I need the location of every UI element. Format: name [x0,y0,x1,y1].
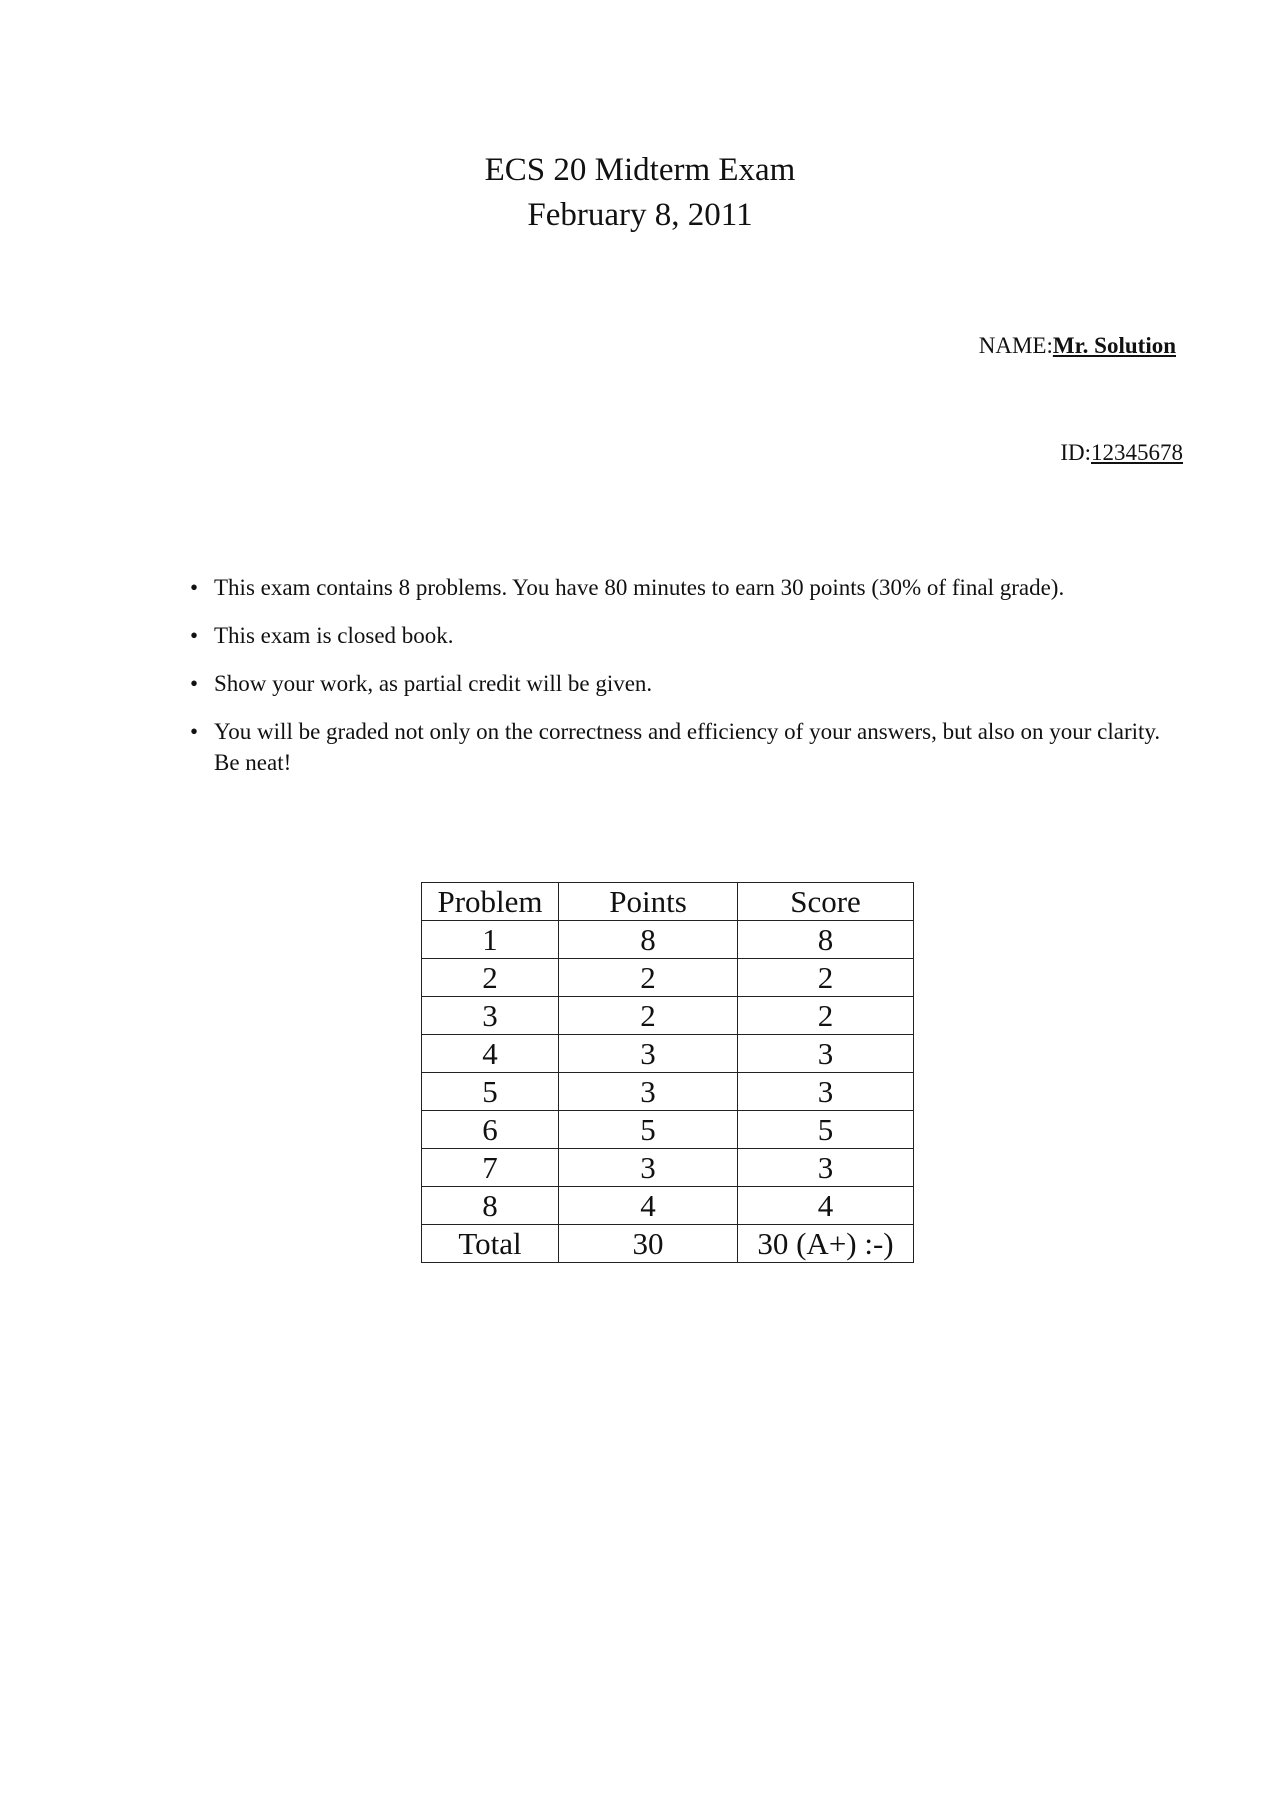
bullet-icon: • [190,623,199,648]
table-row [422,1187,914,1225]
table-row [422,1073,914,1111]
id-value: 12345678 [1091,440,1183,465]
problem-cell: 1 [422,921,559,959]
score-cell: 3 [738,1035,914,1073]
table-row [422,1035,914,1073]
score-table [421,882,914,1263]
student-id-line [1060,440,1183,466]
points-cell: 2 [559,959,738,997]
problem-cell: 5 [422,1073,559,1111]
table-row [422,997,914,1035]
problem-cell: 4 [422,1035,559,1073]
score-cell: 8 [738,921,914,959]
total-points-cell: 30 [559,1225,738,1263]
exam-header [0,148,1280,238]
exam-date: February 8, 2011 [527,197,753,233]
instruction-text: Show your work, as partial credit will be given. [214,671,653,696]
table-header-row [422,883,914,921]
bullet-icon: • [190,671,199,696]
total-label-cell: Total [422,1225,559,1263]
problem-cell: 3 [422,997,559,1035]
name-value: Mr. Solution [1052,333,1176,358]
points-cell: 3 [559,1035,738,1073]
points-cell: 3 [559,1073,738,1111]
instruction-text: You will be graded not only on the correctness and efficiency of your answers, but also on your clarity. Be neat! [214,719,1161,775]
id-label: ID: [1060,440,1091,465]
total-score-cell: 30 (A+) :-) [738,1225,914,1263]
score-cell: 3 [738,1149,914,1187]
points-cell: 2 [559,997,738,1035]
instruction-text: This exam is closed book. [214,623,454,648]
instructions-list [190,572,1180,795]
table-row [422,921,914,959]
score-cell: 2 [738,959,914,997]
instruction-item [190,668,1180,699]
table-row [422,1149,914,1187]
bullet-icon: • [190,575,199,600]
points-cell: 5 [559,1111,738,1149]
name-label: NAME: [978,333,1053,358]
points-cell: 4 [559,1187,738,1225]
score-cell: 4 [738,1187,914,1225]
problem-cell: 6 [422,1111,559,1149]
instruction-item [190,572,1180,603]
instruction-item [190,716,1180,778]
table-row [422,959,914,997]
problem-cell: 7 [422,1149,559,1187]
table-row [422,1111,914,1149]
points-cell: 8 [559,921,738,959]
header-score: Score [738,883,914,921]
header-points: Points [559,883,738,921]
bullet-icon: • [190,719,199,744]
student-name-line [979,333,1176,359]
points-cell: 3 [559,1149,738,1187]
exam-title: ECS 20 Midterm Exam [484,152,796,188]
instruction-text: This exam contains 8 problems. You have 80 minutes to earn 30 points (30% of final grade). [214,575,1065,600]
table-total-row [422,1225,914,1263]
instruction-item [190,620,1180,651]
header-problem: Problem [422,883,559,921]
problem-cell: 2 [422,959,559,997]
score-cell: 3 [738,1073,914,1111]
score-cell: 5 [738,1111,914,1149]
score-cell: 2 [738,997,914,1035]
problem-cell: 8 [422,1187,559,1225]
